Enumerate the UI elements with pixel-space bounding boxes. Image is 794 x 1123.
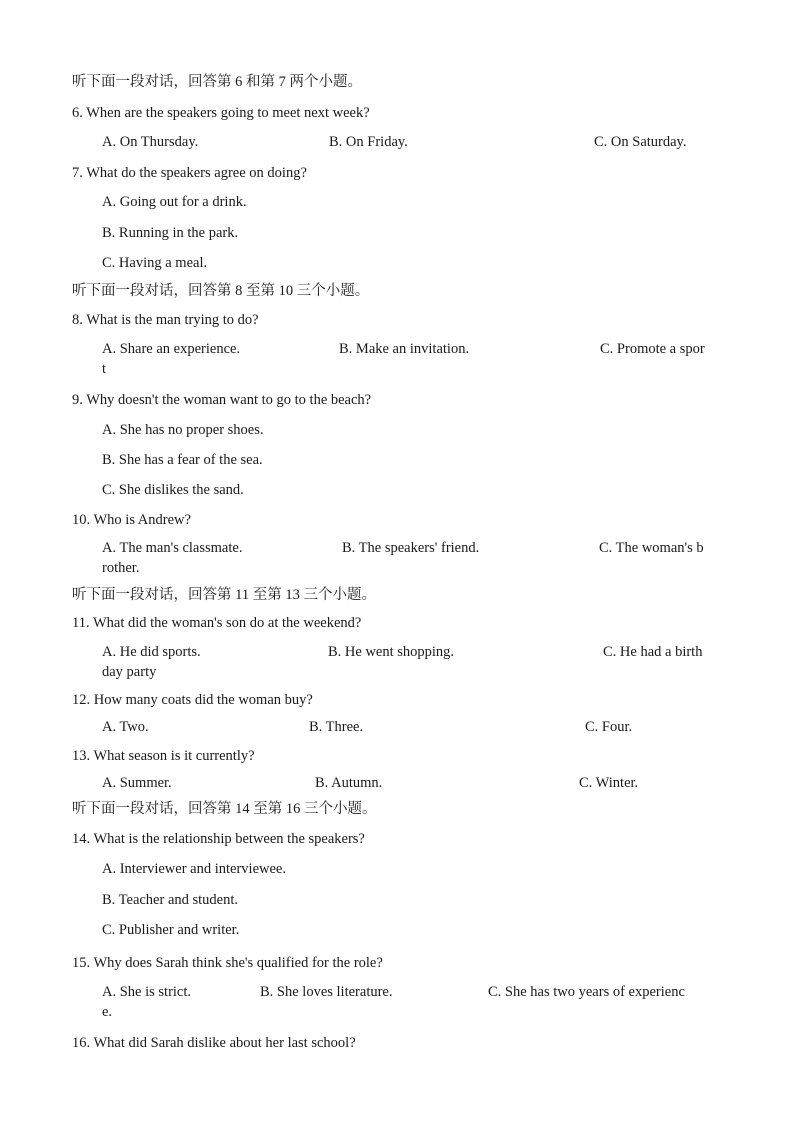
section-instruction: 听下面一段对话，回答第 11 至第 13 三个小题。 bbox=[72, 587, 376, 603]
question-8-option-c-wrap: t bbox=[102, 361, 107, 377]
question-13-option-c: C. Winter. bbox=[579, 775, 639, 791]
question-14-option-a: A. Interviewer and interviewee. bbox=[102, 861, 286, 877]
question-11-stem: 11. What did the woman's son do at the weekend? bbox=[72, 615, 362, 631]
question-8-option-c: C. Promote a spor bbox=[600, 341, 705, 357]
question-11-option-c: C. He had a birth bbox=[603, 644, 703, 660]
question-13-option-b: B. Autumn. bbox=[315, 775, 383, 791]
question-12-stem: 12. How many coats did the woman buy? bbox=[72, 692, 313, 708]
question-9-option-c: C. She dislikes the sand. bbox=[102, 482, 244, 498]
question-10-option-c-wrap: rother. bbox=[102, 560, 140, 576]
question-8-stem: 8. What is the man trying to do? bbox=[72, 312, 259, 328]
question-7-option-b: B. Running in the park. bbox=[102, 225, 239, 241]
question-14-option-b: B. Teacher and student. bbox=[102, 892, 239, 908]
section-instruction: 听下面一段对话，回答第 14 至第 16 三个小题。 bbox=[72, 801, 377, 817]
question-16-stem: 16. What did Sarah dislike about her last school? bbox=[72, 1035, 356, 1051]
question-12-option-c: C. Four. bbox=[585, 719, 633, 735]
question-11-option-b: B. He went shopping. bbox=[328, 644, 455, 660]
question-14-option-c: C. Publisher and writer. bbox=[102, 922, 240, 938]
section-instruction: 听下面一段对话，回答第 6 和第 7 两个小题。 bbox=[72, 74, 362, 90]
question-9-option-a: A. She has no proper shoes. bbox=[102, 422, 264, 438]
question-10-option-b: B. The speakers' friend. bbox=[342, 540, 480, 556]
question-9-option-b: B. She has a fear of the sea. bbox=[102, 452, 263, 468]
question-11-option-a: A. He did sports. bbox=[102, 644, 201, 660]
question-13-stem: 13. What season is it currently? bbox=[72, 748, 255, 764]
question-12-option-b: B. Three. bbox=[309, 719, 364, 735]
question-6-stem: 6. When are the speakers going to meet next week? bbox=[72, 105, 370, 121]
question-10-option-c: C. The woman's b bbox=[599, 540, 704, 556]
question-9-stem: 9. Why doesn't the woman want to go to the beach? bbox=[72, 392, 372, 408]
question-15-option-c-wrap: e. bbox=[102, 1004, 113, 1020]
question-13-option-a: A. Summer. bbox=[102, 775, 172, 791]
question-10-stem: 10. Who is Andrew? bbox=[72, 512, 191, 528]
question-15-option-a: A. She is strict. bbox=[102, 984, 192, 1000]
question-6-option-b: B. On Friday. bbox=[329, 134, 408, 150]
question-15-option-b: B. She loves literature. bbox=[260, 984, 393, 1000]
question-12-option-a: A. Two. bbox=[102, 719, 149, 735]
question-8-option-b: B. Make an invitation. bbox=[339, 341, 470, 357]
question-15-stem: 15. Why does Sarah think she's qualified for the role? bbox=[72, 955, 383, 971]
question-6-option-c: C. On Saturday. bbox=[594, 134, 687, 150]
question-15-option-c: C. She has two years of experienc bbox=[488, 984, 685, 1000]
section-instruction: 听下面一段对话，回答第 8 至第 10 三个小题。 bbox=[72, 283, 370, 299]
question-14-stem: 14. What is the relationship between the speakers? bbox=[72, 831, 365, 847]
question-8-option-a: A. Share an experience. bbox=[102, 341, 241, 357]
question-7-option-c: C. Having a meal. bbox=[102, 255, 208, 271]
question-6-option-a: A. On Thursday. bbox=[102, 134, 199, 150]
question-10-option-a: A. The man's classmate. bbox=[102, 540, 243, 556]
question-7-option-a: A. Going out for a drink. bbox=[102, 194, 247, 210]
question-7-stem: 7. What do the speakers agree on doing? bbox=[72, 165, 307, 181]
question-11-option-c-wrap: day party bbox=[102, 664, 157, 680]
